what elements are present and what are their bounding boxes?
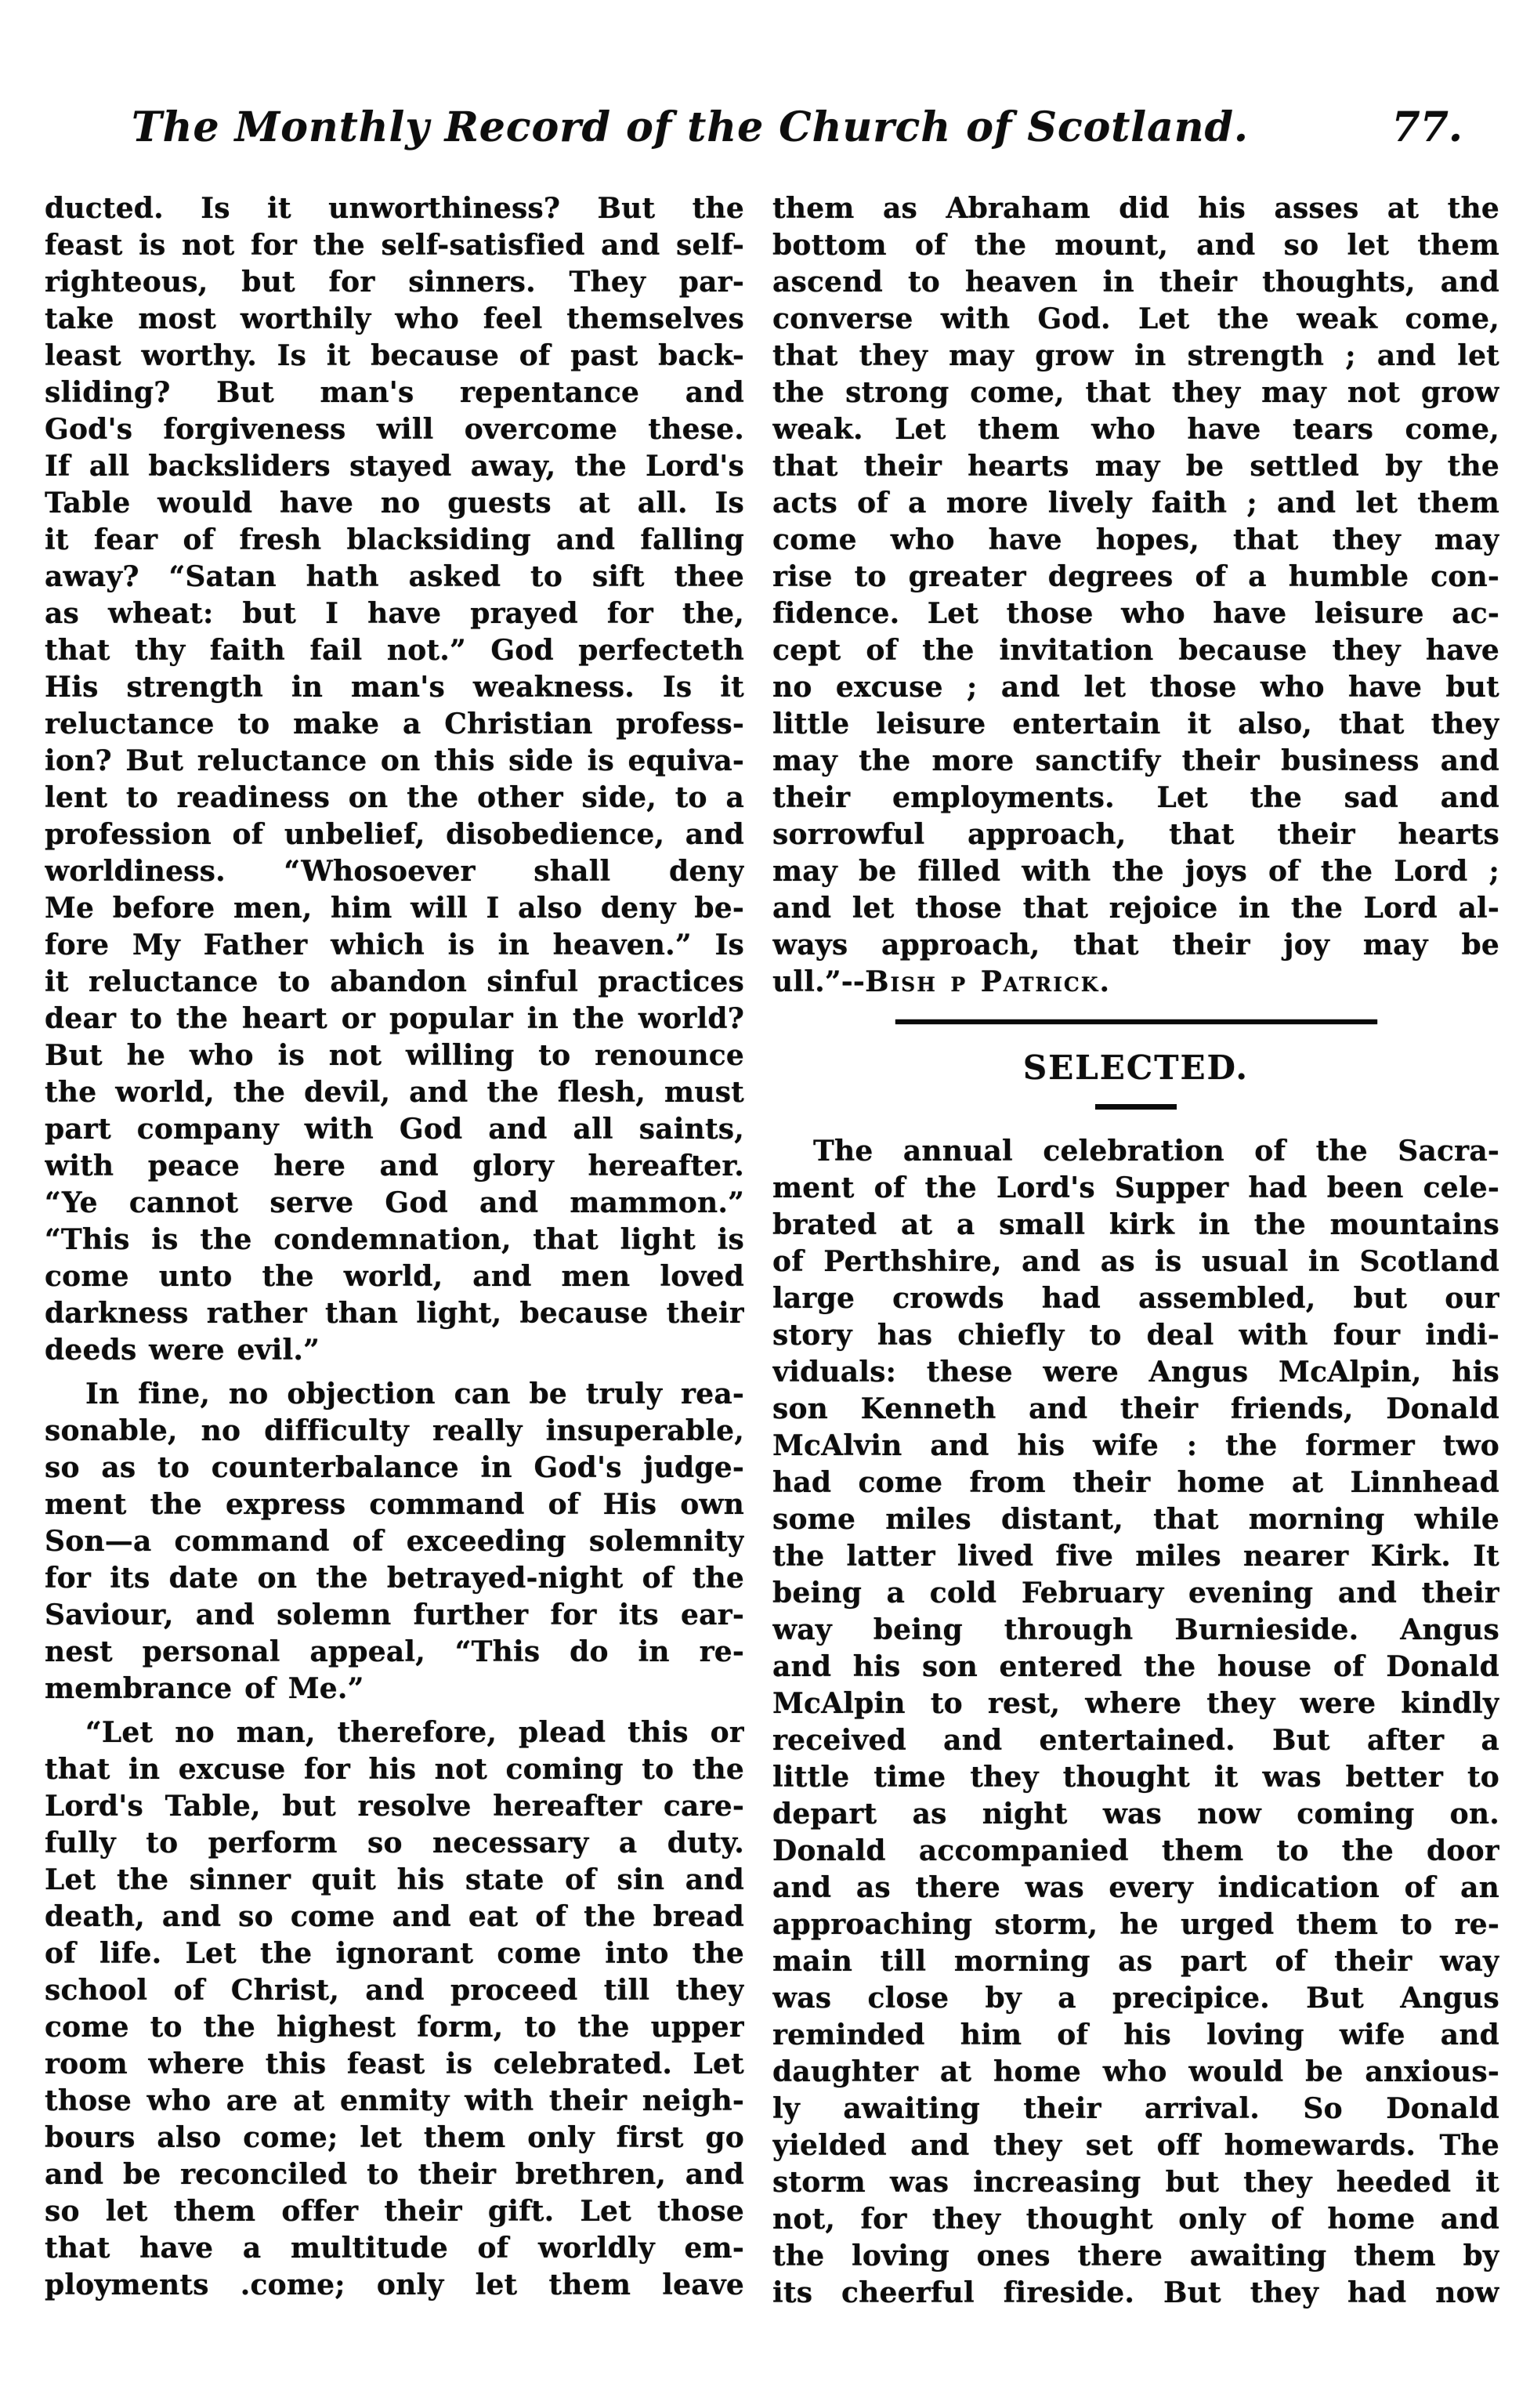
- text-line: brated at a small kirk in the mountains: [772, 1208, 1499, 1241]
- paragraph: [45, 1376, 744, 1707]
- text-line: rise to greater degrees of a humble con-: [772, 560, 1499, 593]
- paragraph: [772, 1133, 1499, 2312]
- text-line: storm was increasing but they heeded it: [772, 2166, 1499, 2199]
- attribution-line: [772, 964, 1499, 1001]
- text-line: ways approach, that their joy may be: [772, 929, 1499, 961]
- text-line: membrance of Me.”: [45, 1672, 364, 1705]
- section-divider-rule: [895, 1019, 1377, 1024]
- text-line: In fine, no objection can be truly rea-: [85, 1378, 744, 1410]
- page-header: [45, 103, 1500, 166]
- selected-heading: SELECTED.: [1022, 1048, 1250, 1087]
- text-line: little time they thought it was better to: [772, 1761, 1499, 1794]
- text-line: that have a multitude of worldly em-: [45, 2232, 744, 2265]
- text-line: weak. Let them who have tears come,: [772, 413, 1499, 446]
- text-line: daughter at home who would be anxious-: [772, 2055, 1499, 2088]
- text-line: Saviour, and solemn further for its ear-: [45, 1599, 744, 1631]
- text-line: sorrowful approach, that their hearts: [772, 818, 1499, 851]
- text-line: son Kenneth and their friends, Donald: [772, 1392, 1499, 1425]
- text-line: profession of unbelief, disobedience, and: [45, 818, 744, 851]
- text-line: the latter lived five miles nearer Kirk. It: [772, 1540, 1499, 1573]
- text-line: away? “Satan hath asked to sift thee: [45, 560, 744, 593]
- text-line: and as there was every indication of an: [772, 1871, 1499, 1904]
- right-column-top-text: [772, 190, 1499, 964]
- text-line: and his son entered the house of Donald: [772, 1650, 1499, 1683]
- text-line: so let them offer their gift. Let those: [45, 2195, 744, 2228]
- text-line: come who have hopes, that they may: [772, 523, 1499, 556]
- text-line: righteous, but for sinners. They par-: [45, 266, 744, 299]
- text-line: deeds were evil.”: [45, 1334, 320, 1367]
- heading-dash-rule: [1095, 1104, 1177, 1110]
- text-line: darkness rather than light, because their: [45, 1297, 744, 1330]
- text-line: for its date on the betrayed-night of the: [45, 1562, 744, 1595]
- text-line: reminded him of his loving wife and: [772, 2019, 1499, 2051]
- text-line: the loving ones there awaiting them by: [772, 2240, 1499, 2272]
- text-line: may the more sanctify their business and: [772, 744, 1499, 777]
- text-line: ment of the Lord's Supper had been cele-: [772, 1171, 1499, 1204]
- text-line: least worthy. Is it because of past back-: [45, 339, 744, 372]
- text-line: fully to perform so necessary a duty.: [45, 1827, 744, 1859]
- text-line: bottom of the mount, and so let them: [772, 229, 1499, 262]
- text-line: bours also come; let them only first go: [45, 2121, 744, 2154]
- text-line: nest personal appeal, “This do in re-: [45, 1635, 744, 1668]
- text-line: fore My Father which is in heaven.” Is: [45, 929, 744, 961]
- text-line: some miles distant, that morning while: [772, 1503, 1499, 1536]
- text-line: its cheerful fireside. But they had now: [772, 2276, 1499, 2309]
- text-line: of Perthshire, and as is usual in Scotland: [772, 1245, 1499, 1278]
- text-line: had come from their home at Linnhead: [772, 1466, 1499, 1499]
- text-line: that they may grow in strength ; and let: [772, 339, 1499, 372]
- text-line: God's forgiveness will overcome these.: [45, 413, 744, 446]
- text-line: McAlvin and his wife : the former two: [772, 1429, 1499, 1462]
- text-line: “This is the condemnation, that light is: [45, 1223, 744, 1256]
- text-line: ly awaiting their arrival. So Donald: [772, 2092, 1499, 2125]
- attribution-author: Bish p Patrick.: [865, 965, 1112, 998]
- text-line: But he who is not willing to renounce: [45, 1039, 744, 1072]
- right-column: [772, 190, 1499, 2312]
- text-line: of life. Let the ignorant come into the: [45, 1937, 744, 1970]
- text-line: it reluctance to abandon sinful practices: [45, 965, 744, 998]
- text-line: as wheat: but I have prayed for the,: [45, 597, 744, 630]
- text-line: way being through Burnieside. Angus: [772, 1613, 1499, 1646]
- text-line: reluctance to make a Christian profess-: [45, 708, 744, 741]
- text-line: “Let no man, therefore, plead this or: [85, 1716, 744, 1749]
- text-line: acts of a more lively faith ; and let them: [772, 487, 1499, 520]
- text-line: no excuse ; and let those who have but: [772, 671, 1499, 704]
- text-line: large crowds had assembled, but our: [772, 1282, 1499, 1315]
- text-line: so as to counterbalance in God's judge-: [45, 1451, 744, 1484]
- text-line: room where this feast is celebrated. Let: [45, 2048, 744, 2080]
- text-line: lent to readiness on the other side, to a: [45, 781, 744, 814]
- paragraph: [45, 190, 744, 1369]
- text-line: part company with God and all saints,: [45, 1113, 744, 1146]
- text-line: fidence. Let those who have leisure ac-: [772, 597, 1499, 630]
- text-line: cept of the invitation because they have: [772, 634, 1499, 667]
- text-line: “Ye cannot serve God and mammon.”: [45, 1186, 744, 1219]
- text-line: come to the highest form, to the upper: [45, 2011, 744, 2044]
- page-number: 77.: [1391, 103, 1463, 151]
- text-line: little leisure entertain it also, that they: [772, 708, 1499, 741]
- text-line: viduals: these were Angus McAlpin, his: [772, 1356, 1499, 1389]
- text-line: ment the express command of His own: [45, 1488, 744, 1521]
- text-line: approaching storm, he urged them to re-: [772, 1908, 1499, 1941]
- text-line: worldiness. “Whosoever shall deny: [45, 855, 744, 888]
- text-line: was close by a precipice. But Angus: [772, 1982, 1499, 2015]
- text-line: feast is not for the self-satisfied and self-: [45, 229, 744, 262]
- text-line: Donald accompanied them to the door: [772, 1834, 1499, 1867]
- text-line: that thy faith fail not.” God perfecteth: [45, 634, 744, 667]
- text-line: yielded and they set off homewards. The: [772, 2129, 1499, 2162]
- text-line: Let the sinner quit his state of sin and: [45, 1863, 744, 1896]
- text-line: the strong come, that they may not grow: [772, 376, 1499, 409]
- text-line: the world, the devil, and the flesh, must: [45, 1076, 744, 1109]
- text-line: The annual celebration of the Sacra-: [813, 1135, 1499, 1168]
- text-line: converse with God. Let the weak come,: [772, 302, 1499, 335]
- attribution-prefix: ull.”--: [772, 965, 866, 998]
- text-line: ducted. Is it unworthiness? But the: [45, 192, 744, 225]
- text-line: those who are at enmity with their neigh-: [45, 2084, 744, 2117]
- text-line: Son—a command of exceeding solemnity: [45, 1525, 744, 1558]
- text-line: school of Christ, and proceed till they: [45, 1974, 744, 2007]
- text-line: them as Abraham did his asses at the: [772, 192, 1499, 225]
- text-line: story has chiefly to deal with four indi-: [772, 1319, 1499, 1352]
- text-line: If all backsliders stayed away, the Lord's: [45, 450, 744, 483]
- text-line: ion? But reluctance on this side is equiva-: [45, 744, 744, 777]
- text-line: received and entertained. But after a: [772, 1724, 1499, 1757]
- text-line: come unto the world, and men loved: [45, 1260, 744, 1293]
- text-line: take most worthily who feel themselves: [45, 302, 744, 335]
- paragraph: [45, 1715, 744, 2304]
- text-line: and let those that rejoice in the Lord al-: [772, 892, 1499, 925]
- text-line: not, for they thought only of home and: [772, 2203, 1499, 2236]
- text-line: that in excuse for his not coming to the: [45, 1753, 744, 1786]
- text-line: main till morning as part of their way: [772, 1945, 1499, 1978]
- journal-title: The Monthly Record of the Church of Scotland.: [131, 103, 1250, 151]
- selected-story-text: [772, 1133, 1499, 2312]
- text-line: His strength in man's weakness. Is it: [45, 671, 744, 704]
- text-line: death, and so come and eat of the bread: [45, 1900, 744, 1933]
- text-line: sliding? But man's repentance and: [45, 376, 744, 409]
- paragraph: [772, 190, 1499, 964]
- text-line: Lord's Table, but resolve hereafter care-: [45, 1790, 744, 1823]
- text-line: McAlpin to rest, where they were kindly: [772, 1687, 1499, 1720]
- text-line: that their hearts may be settled by the: [772, 450, 1499, 483]
- text-line: may be filled with the joys of the Lord ;: [772, 855, 1499, 888]
- text-line: dear to the heart or popular in the world?: [45, 1002, 744, 1035]
- text-line: ascend to heaven in their thoughts, and: [772, 266, 1499, 299]
- text-line: depart as night was now coming on.: [772, 1798, 1499, 1830]
- text-line: Table would have no guests at all. Is: [45, 487, 744, 520]
- text-line: sonable, no difficulty really insuperable,: [45, 1414, 744, 1447]
- left-column: [45, 190, 744, 2304]
- text-line: and be reconciled to their brethren, and: [45, 2158, 744, 2191]
- text-line: with peace here and glory hereafter.: [45, 1150, 744, 1182]
- text-line: ployments .come; only let them leave: [45, 2269, 744, 2301]
- text-line: Me before men, him will I also deny be-: [45, 892, 744, 925]
- text-line: being a cold February evening and their: [772, 1577, 1499, 1610]
- text-line: it fear of fresh blacksiding and falling: [45, 523, 744, 556]
- text-line: their employments. Let the sad and: [772, 781, 1499, 814]
